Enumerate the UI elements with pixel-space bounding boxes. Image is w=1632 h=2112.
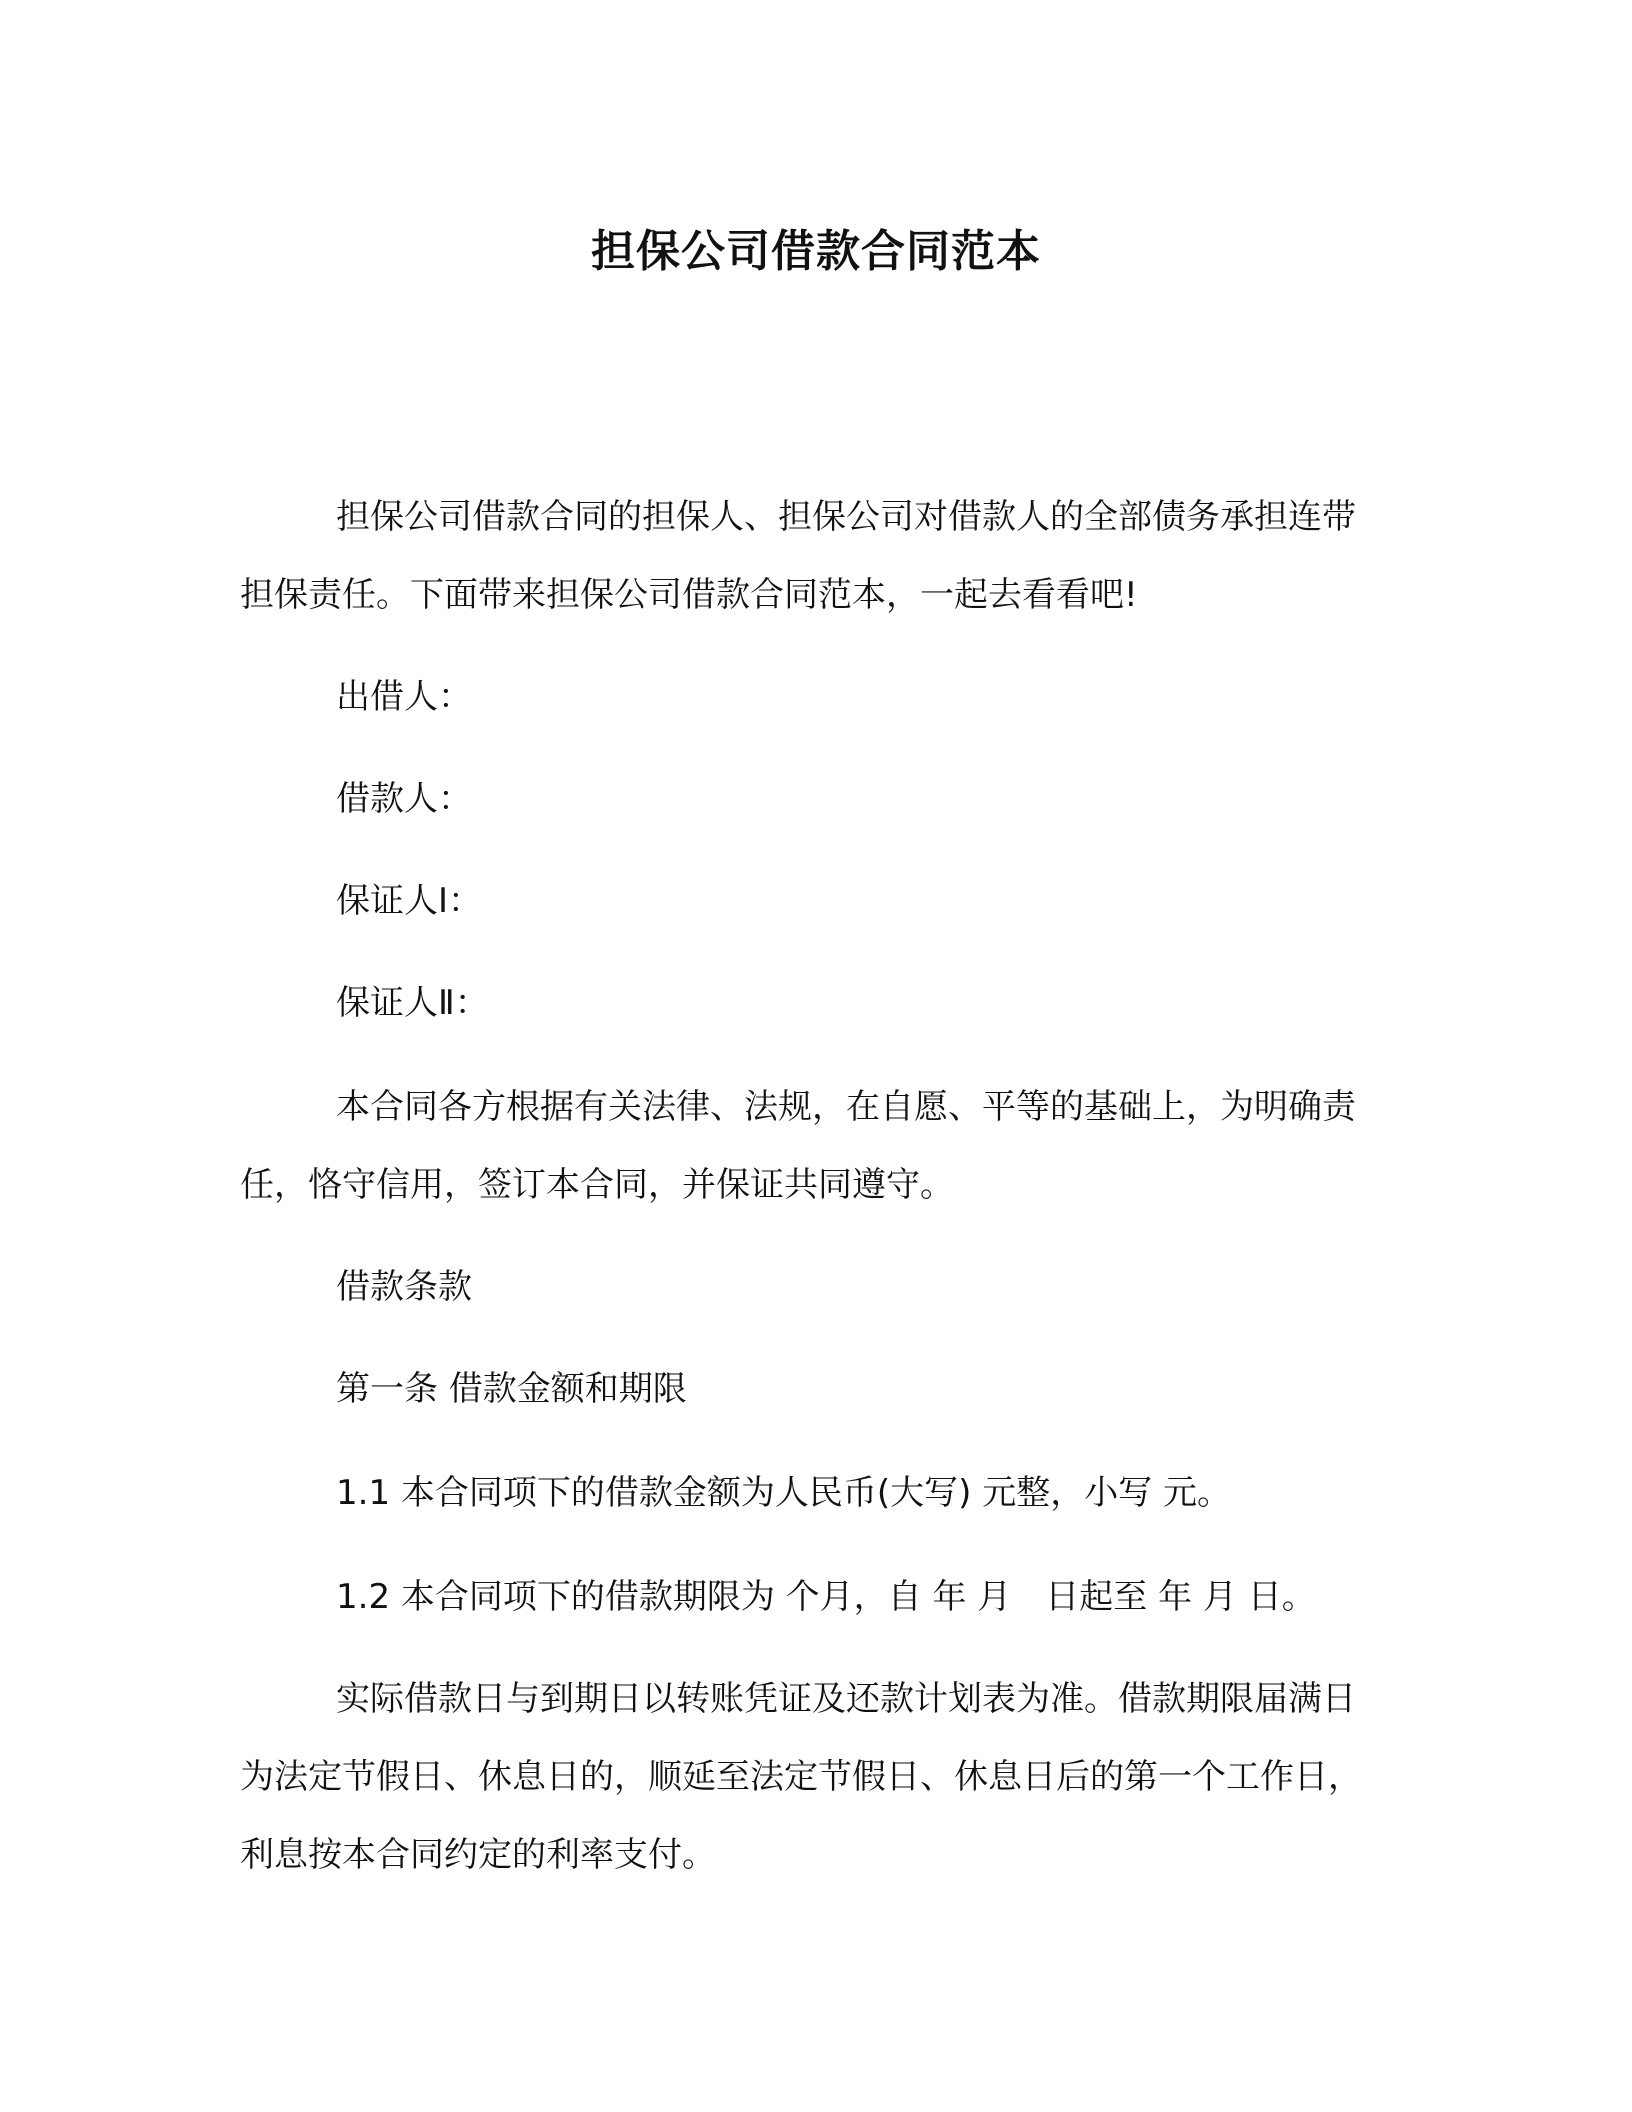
article-1-heading: 第一条 借款金额和期限	[336, 1369, 687, 1409]
clause-1-1: 1.1 本合同项下的借款金额为人民币(大写) 元整，小写 元。	[336, 1473, 1232, 1513]
actual-dates-paragraph: 实际借款日与到期日以转账凭证及还款计划表为准。借款期限届满日为法定节假日、休息日的，顺延至法定节假日、休息日后的第一个工作日，利息按本合同约定的利率支付。	[240, 1679, 1362, 1875]
clause-1-2: 1.2 本合同项下的借款期限为 个月，自 年 月 日起至 年 月 日。	[336, 1577, 1316, 1617]
borrower-field: 借款人：	[336, 779, 472, 819]
guarantor-2-field: 保证人Ⅱ：	[336, 983, 489, 1023]
guarantor-1-field: 保证人Ⅰ：	[336, 881, 483, 921]
lender-field: 出借人：	[336, 677, 472, 717]
preamble-paragraph: 本合同各方根据有关法律、法规，在自愿、平等的基础上，为明确责任，恪守信用，签订本合同，并保证共同遵守。	[240, 1087, 1356, 1205]
intro-paragraph: 担保公司借款合同的担保人、担保公司对借款人的全部债务承担连带担保责任。下面带来担保公司借款合同范本，一起去看看吧!	[240, 497, 1356, 615]
section-heading: 借款条款	[336, 1267, 472, 1307]
document-title: 担保公司借款合同范本	[591, 226, 1041, 277]
